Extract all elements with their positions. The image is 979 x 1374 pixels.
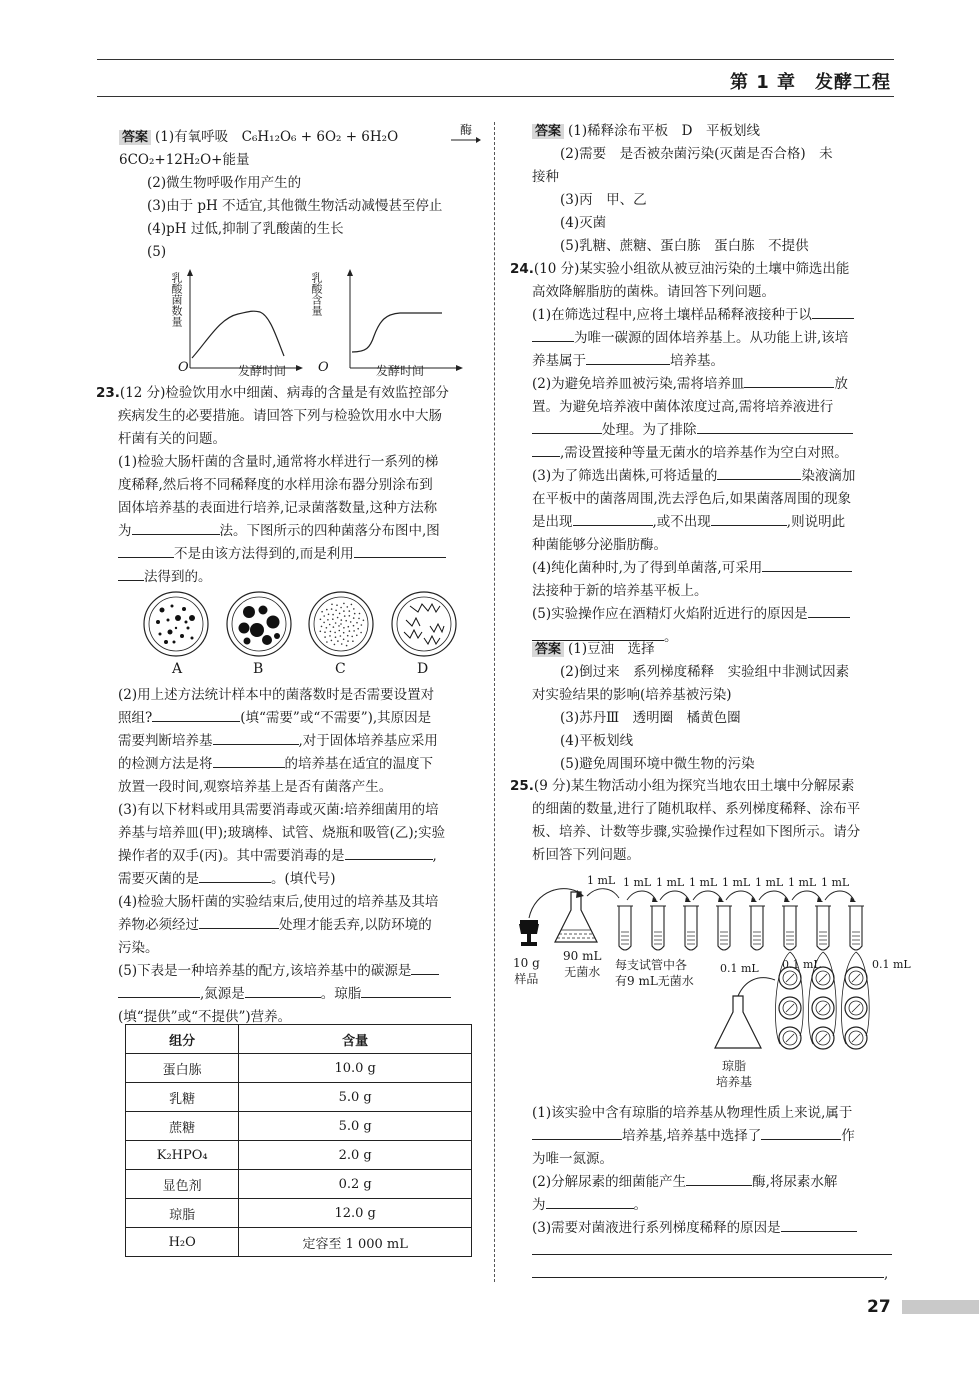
question-text: 操作者的双手(丙)。其中需要消毒的是 [118, 848, 345, 864]
header-bottom-rule [97, 96, 894, 97]
answer-blank[interactable] [118, 543, 174, 558]
answer-blank[interactable] [697, 419, 853, 434]
answer-blank[interactable] [744, 373, 834, 388]
answer-line: (5) [147, 244, 167, 260]
dish-label-c: C [335, 661, 346, 677]
transfer-volume-label: 1 mL [689, 876, 718, 889]
medium-formula-table [125, 1024, 472, 1257]
question-23-continued [118, 684, 480, 1029]
answer-blank[interactable] [213, 753, 285, 768]
question-text: 。(填代号) [271, 871, 336, 887]
dish-d [392, 592, 456, 656]
question-text: (2)用上述方法统计样本中的菌落数时是否需要设置对 [118, 687, 435, 703]
question-text: 度稀释,然后将不同稀释度的水样用涂布器分别涂布到 [118, 477, 433, 493]
graph-bacteria-count [187, 269, 303, 371]
question-text: (2)为避免培养皿被污染,需将培养皿 [532, 376, 745, 392]
question-text: 处理。为了排除 [602, 422, 697, 438]
answer-blank[interactable] [199, 868, 271, 883]
table-cell: 10.0 g [239, 1054, 472, 1083]
question-text: 。琼脂 [320, 986, 362, 1002]
question-text: ,或不出现 [652, 514, 711, 530]
question-text: 法得到的。 [144, 569, 212, 585]
question-text: 析回答下列问题。 [532, 847, 640, 863]
question-text: 的检测方法是将 [118, 756, 213, 772]
colony-dishes [140, 590, 470, 662]
table-row [126, 1054, 472, 1083]
answer-line: 对实验结果的影响(培养基被污染) [532, 687, 732, 703]
question-text: ,氮源是 [200, 986, 245, 1002]
culture-plate [845, 997, 867, 1019]
question-25 [510, 775, 894, 867]
answer-line: (3)由于 pH 不适宜,其他微生物活动减慢甚至停止 [147, 198, 443, 214]
test-tube [683, 906, 699, 950]
answer-blank[interactable] [573, 511, 653, 526]
question-text: 养基属于 [532, 353, 586, 369]
question-text: 置。为避免培养液中菌体浓度过高,需将培养液进行 [532, 399, 834, 415]
answer-blank[interactable] [213, 730, 299, 745]
question-text: 为唯一碳源的固体培养基上。从功能上讲,该培 [574, 330, 849, 346]
question-text: (1)该实验中含有琼脂的培养基从物理性质上来说,属于 [532, 1105, 853, 1121]
dilution-diagram [505, 870, 925, 1100]
question-text: ,则说明此 [786, 514, 846, 530]
answer-24 [532, 638, 894, 776]
question-text: 酶,将尿素水解 [752, 1174, 838, 1190]
question-text: 作 [841, 1128, 855, 1144]
table-row [126, 1199, 472, 1228]
answer-blank[interactable] [532, 327, 574, 342]
question-text: (1)在筛选过程中,应将土壤样品稀释液接种于以 [532, 307, 812, 323]
reaction-arrow [451, 124, 481, 144]
question-text: 。 [633, 1197, 647, 1213]
answer-label: 答案 [532, 642, 564, 657]
question-24 [510, 258, 894, 649]
table-cell: 0.2 g [239, 1170, 472, 1199]
table-cell: 定容至 1 000 mL [239, 1228, 472, 1257]
graph2-xlabel: 发酵时间 [376, 364, 425, 378]
graph-lactic-acid [347, 269, 463, 371]
culture-plate [812, 997, 834, 1019]
answer-blank[interactable] [686, 1171, 752, 1186]
table-cell: 5.0 g [239, 1112, 472, 1141]
transfer-volume-label: 1 mL [656, 876, 685, 889]
question-text: 养基与培养皿(甲);玻璃棒、试管、烧瓶和吸管(乙);实验 [118, 825, 446, 841]
answer-23 [532, 120, 894, 258]
transfer-volume-label: 1 mL [722, 876, 751, 889]
graph2-origin: O [318, 360, 329, 375]
column-divider [494, 122, 495, 1282]
question-25-continued [532, 1102, 894, 1286]
question-text: (4)纯化菌种时,为了得到单菌落,可采用 [532, 560, 763, 576]
transfer-volume-label: 1 mL [623, 876, 652, 889]
enzyme-label: 酶 [459, 123, 472, 137]
table-header: 组分 [126, 1025, 239, 1054]
answer-blank[interactable] [586, 350, 670, 365]
test-tube [617, 906, 633, 950]
culture-plate [779, 1027, 801, 1049]
answer-line: (2)微生物呼吸作用产生的 [147, 175, 302, 191]
dish-label-a: A [172, 661, 183, 677]
answer-line: (2)倒过来 系列梯度稀释 实验组中非测试因素 [560, 664, 850, 680]
answer-blank[interactable] [132, 520, 220, 535]
culture-plate [845, 967, 867, 989]
question-text: (12 分)检验饮用水中细菌、病毒的含量是有效监控部分 [119, 385, 449, 401]
answer-blank[interactable] [812, 304, 854, 319]
table-cell: 蛋白胨 [126, 1054, 239, 1083]
question-text: 为 [118, 523, 132, 539]
answer-blank[interactable] [345, 845, 433, 860]
question-text: 为 [532, 1197, 546, 1213]
answer-blank[interactable] [711, 511, 787, 526]
table-cell: 12.0 g [239, 1199, 472, 1228]
test-tube [815, 906, 831, 950]
header-top-rule [97, 59, 894, 60]
graph2-ylabel: 乳酸含量 [310, 272, 323, 316]
table-cell: 5.0 g [239, 1083, 472, 1112]
answer-blank[interactable] [532, 1125, 622, 1140]
answer-blank[interactable] [808, 603, 850, 618]
test-tube [782, 906, 798, 950]
question-text: (10 分)某实验小组欲从被豆油污染的土壤中筛选出能 [533, 261, 850, 277]
chapter-title: 第 1 章 发酵工程 [729, 72, 891, 93]
curve-bacteria-count [192, 311, 284, 358]
answer-line: (1)稀释涂布平板 D 平板划线 [568, 123, 760, 139]
graph1-origin: O [178, 360, 189, 375]
question-text: (3)为了筛选出菌株,可将适量的 [532, 468, 718, 484]
graph1-xlabel: 发酵时间 [238, 364, 287, 378]
question-text: ,需设置接种等量无菌水的培养基作为空白对照。 [560, 445, 848, 461]
question-text: 的培养基在适宜的温度下 [284, 756, 433, 772]
table-row [126, 1170, 472, 1199]
table-header-row [126, 1025, 472, 1054]
question-text: 。 [664, 629, 678, 645]
answer-line: (4)平板划线 [560, 733, 634, 749]
transfer-volume-label: 1 mL [587, 874, 616, 887]
question-text: 放置一段时间,观察培养基上是否有菌落产生。 [118, 779, 393, 795]
question-text: 种菌能够分泌脂肪酶。 [532, 537, 667, 553]
dish-label-b: B [253, 661, 264, 677]
plate-volume-label: 0.1 mL [872, 958, 911, 971]
question-text: (填“提供”或“不提供”)营养。 [118, 1009, 292, 1025]
answer-blank[interactable] [762, 557, 852, 572]
answer-blank[interactable] [354, 543, 446, 558]
test-tube [848, 906, 864, 950]
question-text: 板、培养、计数等步骤,实验操作过程如下图所示。请分 [532, 824, 861, 840]
question-text: 疾病发生的必要措施。请回答下列与检验饮用水中大肠 [118, 408, 442, 424]
question-text: 是出现 [532, 514, 573, 530]
sample-label: 10 g 样品 [513, 956, 540, 986]
table-cell: 显色剂 [126, 1170, 239, 1199]
answer-blank[interactable] [532, 442, 560, 457]
table-cell: 琼脂 [126, 1199, 239, 1228]
answer-blank[interactable] [761, 1125, 841, 1140]
question-text: 不是由该方法得到的,而是利用 [174, 546, 354, 562]
answer-label: 答案 [119, 130, 151, 145]
question-text: (3)需要对菌液进行系列梯度稀释的原因是 [532, 1220, 781, 1236]
answer-blank[interactable] [118, 983, 200, 998]
page-number-bar [902, 1300, 979, 1314]
table-cell: H₂O [126, 1228, 239, 1257]
answer-line: (5)避免周围环境中微生物的污染 [560, 756, 755, 772]
answer-blank[interactable] [199, 914, 279, 929]
question-23 [96, 382, 480, 589]
answer-blank[interactable] [532, 419, 602, 434]
transfer-volume-label: 1 mL [821, 876, 850, 889]
answer-line: (4)pH 过低,抑制了乳酸菌的生长 [147, 221, 344, 237]
question-text: , [432, 848, 437, 864]
plate-volume-label: 0.1 mL [782, 958, 821, 971]
answer-blank[interactable] [717, 465, 801, 480]
question-text: 高效降解脂肪的菌株。请回答下列问题。 [532, 284, 775, 300]
question-text: 处理才能丢弃,以防环境的 [279, 917, 432, 933]
curve-lactic-acid [352, 313, 442, 352]
graph1-ylabel: 乳酸菌数量 [170, 272, 183, 327]
question-text: (4)检验大肠杆菌的实验结束后,使用过的培养基及其培 [118, 894, 439, 910]
question-text: 养物必须经过 [118, 917, 199, 933]
answer-blank[interactable] [532, 1263, 884, 1278]
answer-blank[interactable] [361, 983, 451, 998]
dish-label-d: D [417, 661, 429, 677]
question-text: 固体培养基的表面进行培养,记录菌落数量,这种方法称 [118, 500, 438, 516]
question-text: ,对于固体培养基应采用 [298, 733, 438, 749]
answer-blank[interactable] [411, 960, 439, 975]
question-number: 24. [510, 261, 534, 277]
question-text: 法。下图所示的四种菌落分布图中,图 [219, 523, 440, 539]
answer-blank[interactable] [546, 1194, 634, 1209]
question-text: (5)下表是一种培养基的配方,该培养基中的碳源是 [118, 963, 412, 979]
question-text: (填“需要”或“不需要”),其原因是 [240, 710, 432, 726]
answer-blank[interactable] [245, 983, 321, 998]
answer-line: 接种 [532, 169, 559, 185]
culture-plate [779, 997, 801, 1019]
question-text: (2)分解尿素的细菌能产生 [532, 1174, 687, 1190]
question-text: (9 分)某生物活动小组为探究当地农田土壤中分解尿素 [533, 778, 855, 794]
table-row [126, 1083, 472, 1112]
culture-plate [812, 1027, 834, 1049]
table-cell: 乳糖 [126, 1083, 239, 1112]
question-text: 法接种于新的培养基平板上。 [532, 583, 708, 599]
question-text: 杆菌有关的问题。 [118, 431, 226, 447]
answer-blank[interactable] [781, 1217, 857, 1232]
tube-note: 每支试管中各 有9 mL无菌水 [615, 958, 694, 988]
answer-line: (3)丙 甲、乙 [560, 192, 647, 208]
question-text: 污染。 [118, 940, 159, 956]
test-tube [749, 906, 765, 950]
question-text: 的细菌的数量,进行了随机取样、系列梯度稀释、涂布平 [532, 801, 861, 817]
left-column [119, 123, 479, 264]
answer-line: (2)需要 是否被杂菌污染(灭菌是否合格) 未 [560, 146, 833, 162]
agar-label: 琼脂 培养基 [716, 1059, 753, 1089]
answer-line: (1)豆油 选择 [568, 641, 655, 657]
dish-a [144, 592, 208, 656]
answer-line: (3)苏丹Ⅲ 透明圈 橘黄色圈 [560, 710, 741, 726]
transfer-volume-label: 1 mL [788, 876, 817, 889]
erlenmeyer-flask [555, 892, 597, 942]
transfer-volume-label: 1 mL [755, 876, 784, 889]
table-row [126, 1112, 472, 1141]
answer-line: (4)灭菌 [560, 215, 607, 231]
dish-b [227, 592, 291, 656]
question-number: 23. [96, 385, 120, 401]
table-header: 含量 [239, 1025, 472, 1054]
answer-line: (5)乳糖、蔗糖、蛋白胨 蛋白胨 不提供 [560, 238, 809, 254]
answer-blank[interactable] [532, 1240, 892, 1255]
table-row [126, 1228, 472, 1257]
question-text: (3)有以下材料或用具需要消毒或灭菌:培养细菌用的培 [118, 802, 439, 818]
answer-blank[interactable] [152, 707, 240, 722]
culture-plate [845, 1027, 867, 1049]
answer-blank[interactable] [118, 566, 144, 581]
question-text: 在平板中的菌落周围,洗去浮色后,如果菌落周围的现象 [532, 491, 852, 507]
question-text: 培养基,培养基中选择了 [622, 1128, 762, 1144]
question-text: 需要判断培养基 [118, 733, 213, 749]
balance-icon [519, 920, 539, 946]
question-text: 染液滴加 [801, 468, 856, 484]
table-cell: 2.0 g [239, 1141, 472, 1170]
question-text: , [884, 1266, 889, 1282]
dish-c [309, 592, 373, 656]
table-cell: K₂HPO₄ [126, 1141, 239, 1170]
test-tube [650, 906, 666, 950]
table-cell: 蔗糖 [126, 1112, 239, 1141]
question-text: (5)实验操作应在酒精灯火焰附近进行的原因是 [532, 606, 808, 622]
test-tube [716, 906, 732, 950]
plate-volume-label: 0.1 mL [720, 962, 759, 975]
question-text: 照组? [118, 710, 153, 726]
question-text: 需要灭菌的是 [118, 871, 199, 887]
answer-label: 答案 [532, 124, 564, 139]
answer-line: 6CO₂+12H₂O+能量 [119, 152, 250, 168]
page-number: 27 [867, 1297, 891, 1317]
question-text: 放 [834, 376, 848, 392]
table-row [126, 1141, 472, 1170]
agar-flask [715, 978, 775, 1048]
question-text: (1)检验大肠杆菌的含量时,通常将水样进行一系列的梯 [118, 454, 439, 470]
question-text: 培养基。 [670, 353, 724, 369]
question-text: 为唯一氮源。 [532, 1151, 613, 1167]
flask-label: 90 mL 无菌水 [563, 949, 602, 979]
transfer-arrow-sample [529, 889, 581, 918]
question-number: 25. [510, 778, 534, 794]
answer-line: (1)有氧呼吸 C₆H₁₂O₆ + 6O₂ + 6H₂O [155, 129, 399, 145]
